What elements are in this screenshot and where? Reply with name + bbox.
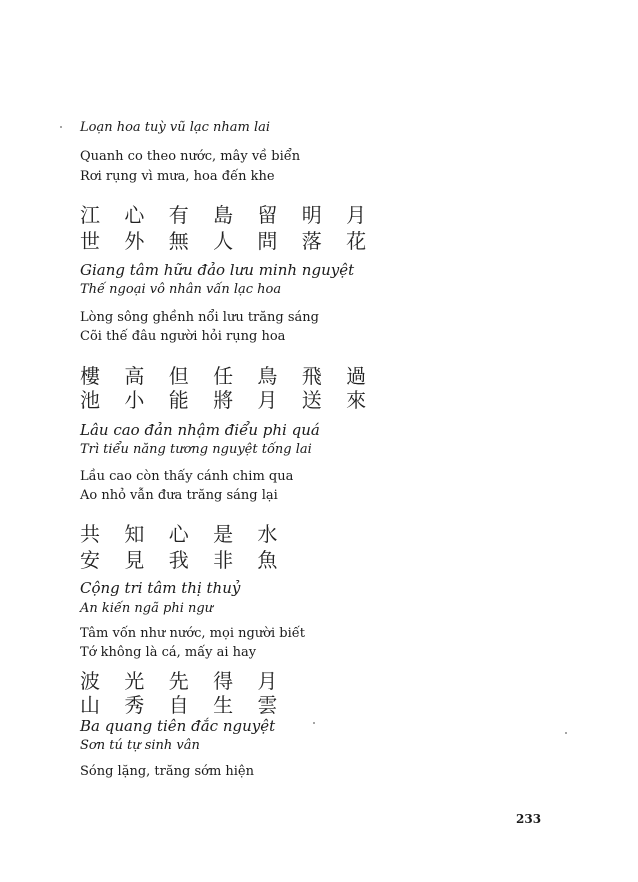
scan-speck	[60, 126, 62, 128]
poem3-han-2: 池 小 能 將 月 送 來	[80, 388, 376, 412]
page-number: 233	[516, 812, 542, 826]
poem4-transliteration-1: Cộng tri tâm thị thuỷ	[80, 579, 241, 597]
poem4-translation-2: Tớ không là cá, mấy ai hay	[80, 645, 257, 660]
poem1-transliteration: Loạn hoa tuỳ vũ lạc nham lai	[80, 120, 271, 135]
poem2-translation-1: Lòng sông ghềnh nổi lưu trăng sáng	[80, 310, 319, 325]
poem4-han-1: 共 知 心 是 水	[80, 522, 287, 546]
poem1-translation-2: Rơi rụng vì mưa, hoa đến khe	[80, 169, 275, 184]
poem4-han-2: 安 見 我 非 魚	[80, 548, 287, 572]
poem5-han-1: 波 光 先 得 月	[80, 669, 287, 693]
poem2-transliteration-1: Giang tâm hữu đảo lưu minh nguyệt	[80, 261, 355, 279]
poem3-transliteration-2: Trì tiểu năng tương nguyệt tống lai	[80, 442, 312, 457]
scan-speck	[565, 732, 567, 734]
poem2-translation-2: Cõi thế đâu người hỏi rụng hoa	[80, 329, 286, 344]
poem5-transliteration-1: Ba quang tiên đắc nguyệt	[80, 717, 276, 735]
poem4-transliteration-2: An kiến ngã phi ngư	[80, 601, 214, 616]
poem3-transliteration-1: Lâu cao đản nhậm điểu phi quá	[80, 421, 320, 439]
poem1-translation-1: Quanh co theo nước, mây về biển	[80, 149, 301, 164]
poem5-han-2: 山 秀 自 生 雲	[80, 693, 287, 717]
poem5-transliteration-2: Sơn tú tự sinh vân	[80, 738, 200, 753]
poem4-translation-1: Tâm vốn như nước, mọi người biết	[80, 626, 306, 641]
poem2-transliteration-2: Thế ngoại vô nhân vấn lạc hoa	[80, 282, 282, 297]
poem3-han-1: 樓 高 但 任 鳥 飛 過	[80, 364, 376, 388]
poem3-translation-2: Ao nhỏ vẫn đưa trăng sáng lại	[80, 488, 278, 503]
poem3-translation-1: Lầu cao còn thấy cánh chim qua	[80, 469, 294, 484]
poem2-han-1: 江 心 有 島 留 明 月	[80, 203, 376, 227]
poem2-han-2: 世 外 無 人 問 落 花	[80, 229, 376, 253]
poem5-translation-1: Sóng lặng, trăng sớm hiện	[80, 764, 254, 779]
scan-speck	[313, 722, 315, 724]
